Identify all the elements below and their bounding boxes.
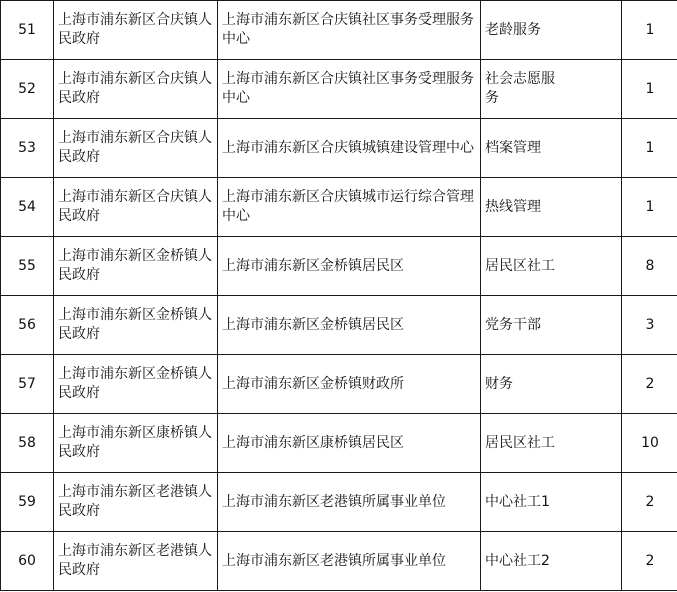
count-cell: 1 (622, 178, 677, 237)
position-cell: 社会志愿服务 (481, 60, 622, 119)
count-cell: 2 (622, 473, 677, 532)
row-number: 58 (1, 414, 54, 473)
table-row (1, 60, 677, 119)
position-cell: 老龄服务 (481, 1, 622, 60)
organization-cell: 上海市浦东新区金桥镇人民政府 (54, 355, 218, 414)
organization-cell: 上海市浦东新区合庆镇人民政府 (54, 119, 218, 178)
position-cell: 中心社工2 (481, 532, 622, 591)
position-cell: 居民区社工 (481, 414, 622, 473)
row-number: 57 (1, 355, 54, 414)
row-number: 56 (1, 296, 54, 355)
row-number: 55 (1, 237, 54, 296)
unit-cell: 上海市浦东新区合庆镇城镇建设管理中心 (218, 119, 481, 178)
position-cell: 党务干部 (481, 296, 622, 355)
count-cell: 10 (622, 414, 677, 473)
unit-cell: 上海市浦东新区老港镇所属事业单位 (218, 532, 481, 591)
organization-cell: 上海市浦东新区合庆镇人民政府 (54, 178, 218, 237)
unit-cell: 上海市浦东新区老港镇所属事业单位 (218, 473, 481, 532)
organization-cell: 上海市浦东新区合庆镇人民政府 (54, 60, 218, 119)
unit-cell: 上海市浦东新区金桥镇居民区 (218, 296, 481, 355)
unit-cell: 上海市浦东新区金桥镇居民区 (218, 237, 481, 296)
count-cell: 1 (622, 119, 677, 178)
organization-cell: 上海市浦东新区老港镇人民政府 (54, 473, 218, 532)
row-number: 53 (1, 119, 54, 178)
table-body (1, 1, 677, 591)
position-cell: 档案管理 (481, 119, 622, 178)
table-row (1, 473, 677, 532)
table-row (1, 355, 677, 414)
organization-cell: 上海市浦东新区老港镇人民政府 (54, 532, 218, 591)
organization-cell: 上海市浦东新区金桥镇人民政府 (54, 237, 218, 296)
row-number: 59 (1, 473, 54, 532)
count-cell: 1 (622, 60, 677, 119)
position-cell: 财务 (481, 355, 622, 414)
table-row (1, 414, 677, 473)
position-cell: 热线管理 (481, 178, 622, 237)
row-number: 52 (1, 60, 54, 119)
unit-cell: 上海市浦东新区合庆镇社区事务受理服务中心 (218, 60, 481, 119)
table-row (1, 237, 677, 296)
table-row (1, 119, 677, 178)
row-number: 60 (1, 532, 54, 591)
row-number: 54 (1, 178, 54, 237)
table-row (1, 1, 677, 60)
unit-cell: 上海市浦东新区康桥镇居民区 (218, 414, 481, 473)
count-cell: 2 (622, 532, 677, 591)
unit-cell: 上海市浦东新区金桥镇财政所 (218, 355, 481, 414)
position-cell: 中心社工1 (481, 473, 622, 532)
row-number: 51 (1, 1, 54, 60)
organization-cell: 上海市浦东新区合庆镇人民政府 (54, 1, 218, 60)
organization-cell: 上海市浦东新区金桥镇人民政府 (54, 296, 218, 355)
count-cell: 2 (622, 355, 677, 414)
unit-cell: 上海市浦东新区合庆镇社区事务受理服务中心 (218, 1, 481, 60)
table-row (1, 296, 677, 355)
count-cell: 3 (622, 296, 677, 355)
count-cell: 1 (622, 1, 677, 60)
table-row (1, 178, 677, 237)
organization-cell: 上海市浦东新区康桥镇人民政府 (54, 414, 218, 473)
unit-cell: 上海市浦东新区合庆镇城市运行综合管理中心 (218, 178, 481, 237)
position-cell: 居民区社工 (481, 237, 622, 296)
table-row (1, 532, 677, 591)
count-cell: 8 (622, 237, 677, 296)
